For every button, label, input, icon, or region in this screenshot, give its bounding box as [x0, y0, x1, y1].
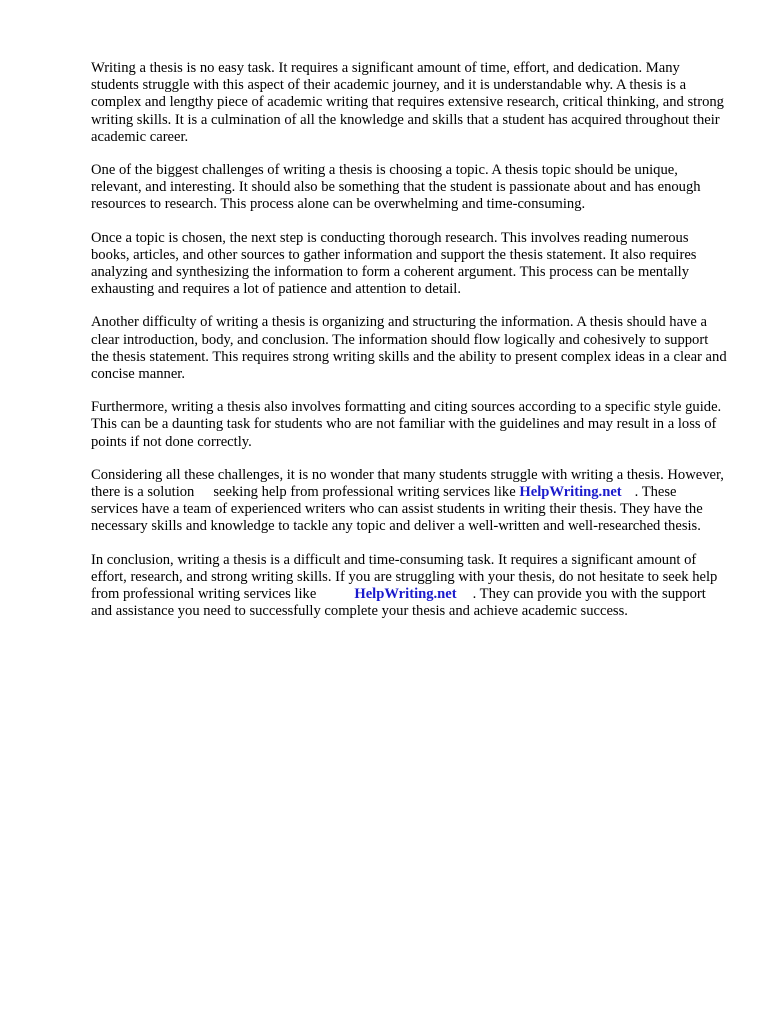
- paragraph-topic: One of the biggest challenges of writing a thesis is choosing a topic. A thesis topic should be unique, relevant, and interesting. It should also be something that the student is passionate about and has enough resources to research. This process alone can be overwhelming and time-consuming.: [91, 162, 701, 213]
- document-body: [91, 60, 727, 636]
- solution-text-start: Considering all these challenges, it is no wonder that many students struggle with writing a thesis. However, there is a solution: [91, 466, 724, 501]
- conclusion-text-start: In conclusion, writing a thesis is a difficult and time-consuming task. It requires a significant amount of effort, research, and strong writing skills. If you are struggling with your thesis, do not hesitate to seek help from professional writing services like: [91, 551, 718, 603]
- helpwriting-link-conclusion[interactable]: HelpWriting.net: [354, 586, 457, 603]
- paragraph-intro: Writing a thesis is no easy task. It requires a significant amount of time, effort, and dedication. Many students struggle with this aspect of their academic journey, and it is understandable why. A thesis is a complex and lengthy piece of academic writing that requires extensive research, critical thinking, and strong writing skills. It is a culmination of all the knowledge and skills that a student has acquired throughout their academic career.: [91, 60, 724, 145]
- solution-text-end: . These services have a team of experienced writers who can assist students in writing their thesis. They have the necessary skills and knowledge to tackle any topic and deliver a well-written and well-researched thesis.: [91, 484, 703, 535]
- conclusion-text-end: . They can provide you with the support and assistance you need to successfully complete your thesis and achieve academic success.: [91, 586, 706, 620]
- solution-text-middle: seeking help from professional writing services like: [213, 484, 516, 501]
- paragraph-research: Once a topic is chosen, the next step is conducting thorough research. This involves reading numerous books, articles, and other sources to gather information and support the thesis statement. It also requires analyzing and synthesizing the information to form a coherent argument. This process can be mentally exhausting and requires a lot of patience and attention to detail.: [91, 229, 697, 298]
- paragraph-structure: Another difficulty of writing a thesis is organizing and structuring the information. A thesis should have a clear introduction, body, and conclusion. The information should flow logically and cohesively to support the thesis statement. This requires strong writing skills and the ability to present complex ideas in a clear and concise manner.: [91, 314, 727, 383]
- paragraph-formatting: Furthermore, writing a thesis also involves formatting and citing sources according to a specific style guide. This can be a daunting task for students who are not familiar with the guidelines and may result in a loss of points if not done correctly.: [91, 399, 722, 450]
- paragraph-conclusion: [91, 552, 727, 621]
- paragraph-solution: [91, 467, 727, 536]
- helpwriting-link[interactable]: HelpWriting.net: [519, 484, 622, 501]
